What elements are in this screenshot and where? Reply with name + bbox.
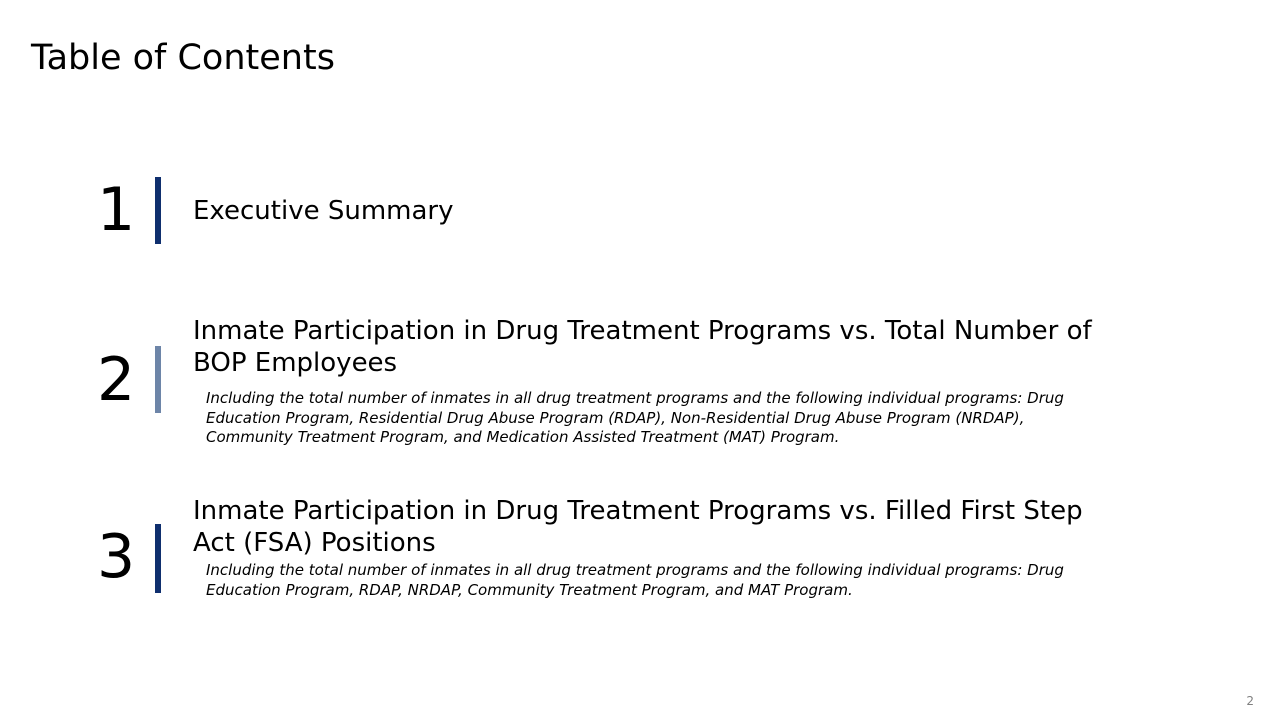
toc-divider-bar <box>155 177 161 244</box>
toc-number: 2 <box>97 345 136 415</box>
toc-heading: Inmate Participation in Drug Treatment Programs vs. Total Number of BOP Employees <box>193 316 1092 378</box>
page-title: Table of Contents <box>31 38 335 78</box>
toc-number: 1 <box>97 175 136 245</box>
toc-divider-bar <box>155 524 161 593</box>
toc-description: Including the total number of inmates in all drug treatment programs and the following individual programs: Drug Education Program, Residential Drug Abuse Program (RDAP), Non-Residential Drug Abuse Program (NRDAP), Community Treatment Program, and Medication Assisted Treatment (MAT) Program. <box>206 389 1064 446</box>
page-number: 2 <box>1246 694 1254 708</box>
toc-divider-bar <box>155 346 161 413</box>
toc-heading: Executive Summary <box>193 196 454 226</box>
toc-description: Including the total number of inmates in all drug treatment programs and the following individual programs: Drug Education Program, RDAP, NRDAP, Community Treatment Program, and MAT Program. <box>206 561 1064 599</box>
toc-number: 3 <box>97 522 136 592</box>
toc-heading: Inmate Participation in Drug Treatment Programs vs. Filled First Step Act (FSA) Positions <box>193 496 1083 558</box>
